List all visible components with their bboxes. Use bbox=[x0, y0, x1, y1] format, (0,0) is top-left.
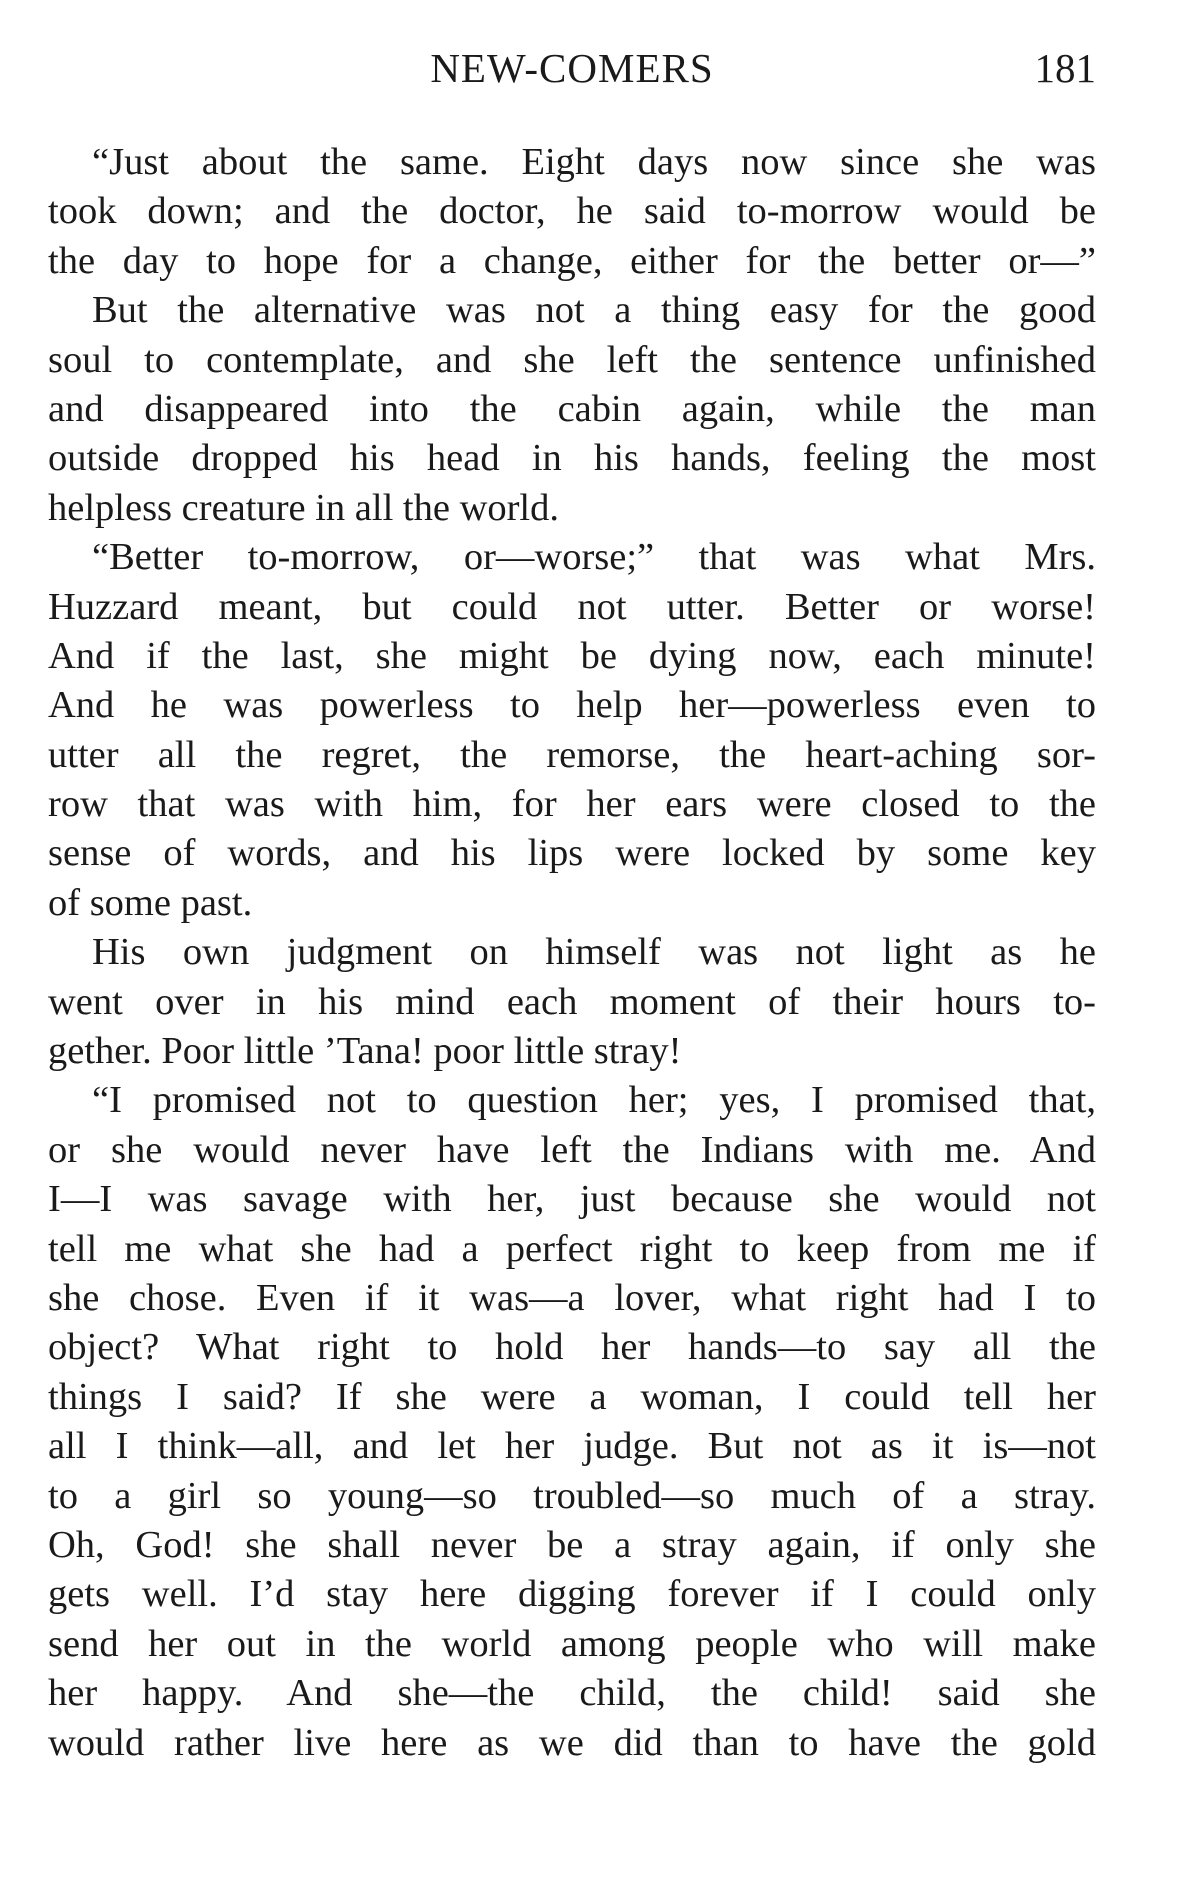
text-line: of some past. bbox=[48, 881, 253, 924]
text-line: row that was with him, for her ears were closed to the bbox=[48, 783, 1096, 826]
text-line: soul to contemplate, and she left the sentence unfinished bbox=[48, 338, 1096, 381]
text-line: sense of words, and his lips were locked by some key bbox=[48, 832, 1096, 875]
text-line: her happy. And she—the child, the child! said she bbox=[48, 1672, 1096, 1715]
text-line: outside dropped his head in his hands, feeling the most bbox=[48, 437, 1096, 480]
text-line: and disappeared into the cabin again, while the man bbox=[48, 387, 1096, 430]
text-line: object? What right to hold her hands—to say all the bbox=[48, 1326, 1096, 1369]
text-line: “Better to-morrow, or—worse;” that was what Mrs. bbox=[92, 536, 1096, 579]
page-number: 181 bbox=[1034, 45, 1096, 91]
text-line: And he was powerless to help her—powerless even to bbox=[48, 684, 1096, 727]
text-line: things I said? If she were a woman, I could tell her bbox=[48, 1375, 1096, 1418]
text-line: would rather live here as we did than to have the gold bbox=[48, 1721, 1096, 1764]
text-line: “Just about the same. Eight days now since she was bbox=[92, 141, 1096, 183]
text-line: she chose. Even if it was—a lover, what right had I to bbox=[48, 1276, 1096, 1319]
text-line: the day to hope for a change, either for the better or—” bbox=[48, 239, 1096, 282]
text-line: I—I was savage with her, just because she would not bbox=[48, 1178, 1096, 1221]
text-line: or she would never have left the Indians with me. And bbox=[48, 1128, 1096, 1171]
text-line: went over in his mind each moment of their hours to- bbox=[48, 980, 1096, 1023]
text-line: took down; and the doctor, he said to-morrow would be bbox=[48, 190, 1096, 233]
running-head bbox=[48, 38, 1096, 98]
text-line: Huzzard meant, but could not utter. Better or worse! bbox=[48, 585, 1096, 628]
text-line: tell me what she had a perfect right to keep from me if bbox=[48, 1227, 1096, 1270]
body-text bbox=[48, 138, 1096, 1768]
text-line: all I think—all, and let her judge. But not as it is—not bbox=[48, 1425, 1096, 1468]
text-line: utter all the regret, the remorse, the heart-aching sor- bbox=[48, 733, 1096, 776]
text-line: Oh, God! she shall never be a stray again, if only she bbox=[48, 1523, 1096, 1566]
text-line: But the alternative was not a thing easy for the good bbox=[92, 289, 1096, 332]
text-line: “I promised not to question her; yes, I promised that, bbox=[92, 1079, 1096, 1122]
text-line: send her out in the world among people who will make bbox=[48, 1622, 1096, 1665]
text-line: gets well. I’d stay here digging forever if I could only bbox=[48, 1573, 1096, 1616]
text-line: helpless creature in all the world. bbox=[48, 486, 560, 529]
text-line: to a girl so young—so troubled—so much of a stray. bbox=[48, 1474, 1096, 1517]
text-line: gether. Poor little ’Tana! poor little stray! bbox=[48, 1030, 682, 1073]
text-line: His own judgment on himself was not light as he bbox=[92, 931, 1096, 974]
text-line: And if the last, she might be dying now, each minute! bbox=[48, 634, 1096, 677]
running-title: NEW-COMERS bbox=[430, 45, 714, 91]
